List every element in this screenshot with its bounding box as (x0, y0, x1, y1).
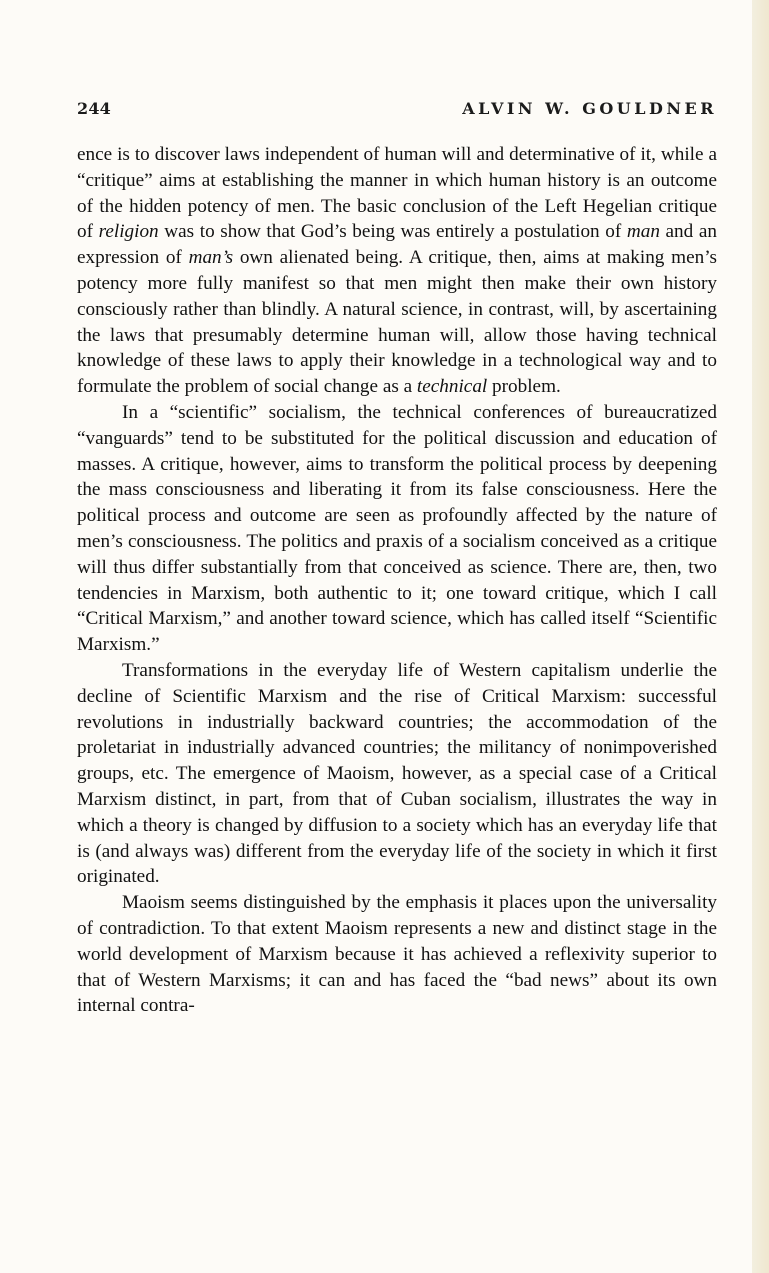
body-text (77, 142, 717, 1019)
page-number: 244 (77, 99, 111, 118)
paragraph-1-text-3: and an expression of (77, 221, 717, 269)
paragraph-1-text-4: own alienated being. A critique, then, aims at making men’s potency more fully manifest so that men might then make their own history consciously rather than blindly. A natural science, in contrast, will, by ascertaining the laws that presumably determine human will, allow those having technical knowledge of these laws to apply their knowledge in a technological way and to formulate the problem of social change as a (77, 247, 718, 398)
italic-technical: technical (416, 376, 488, 398)
italic-religion: religion (98, 221, 159, 243)
paragraph-1-text-2: was to show that God’s being was entirely a postulation of (158, 221, 627, 243)
paragraph-4: Maoism seems distinguished by the emphasis it places upon the universality of contradiction. To that extent Maoism represents a new and distinct stage in the world development of Marxism because it has achieved a reflexivity superior to that of Western Marxisms; it can and has faced the “bad news” about its own internal contra- (77, 892, 717, 1017)
paragraph-1 (77, 142, 717, 400)
paragraph-2: In a “scientific” socialism, the technical conferences of bureaucratized “vanguards” tend to be substituted for the political discussion and education of masses. A critique, however, aims to transform the political process by deepening the mass consciousness and liberating it from its false consciousness. Here the political process and outcome are seen as profoundly affected by the nature of men’s consciousness. The politics and praxis of a socialism conceived as a critique will thus differ substantially from that conceived as science. There are, then, two tendencies in Marxism, both authentic to it; one toward critique, which I call “Critical Marxism,” and another toward science, which has called itself “Scientific Marxism.” (77, 401, 717, 656)
running-head: ALVIN W. GOULDNER (462, 99, 717, 118)
paragraph-1-text-5: problem. (487, 376, 561, 398)
italic-man: man (626, 221, 660, 243)
italic-mans: man’s (188, 247, 234, 269)
page-edge (752, 0, 769, 1273)
paragraph-1-text-1: ence is to discover laws independent of human will and determinative of it, while a “critique” aims at establishing the manner in which human history is an outcome of the hidden potency of men. The basic conclusion of the Left Hegelian critique of (77, 144, 717, 243)
page-header (77, 97, 717, 121)
paragraph-3: Transformations in the everyday life of Western capitalism underlie the decline of Scientific Marxism and the rise of Critical Marxism: successful revolutions in industrially backward countries; the accommodation of the proletariat in industrially advanced countries; the militancy of nonimpoverished groups, etc. The emergence of Maoism, however, as a special case of a Critical Marxism distinct, in part, from that of Cuban socialism, illustrates the way in which a theory is changed by diffusion to a society which has an everyday life that is (and always was) different from the everyday life of the society in which it first originated. (77, 659, 717, 888)
